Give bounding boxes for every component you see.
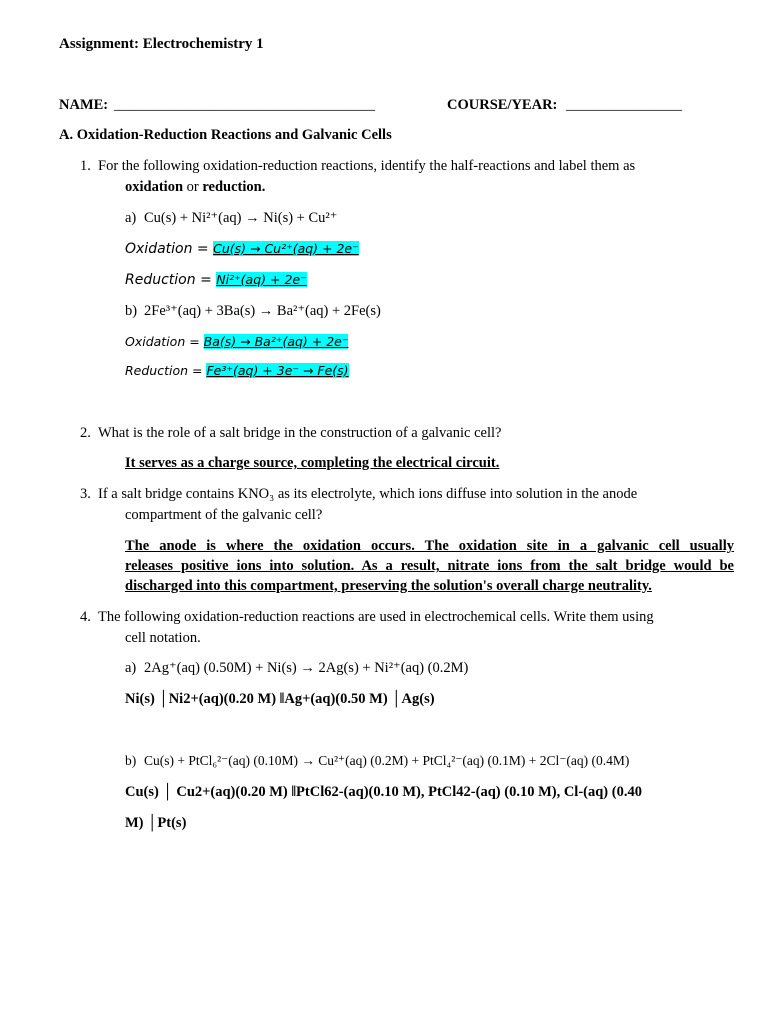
name-field-line[interactable]: ____________________________________ [114, 97, 375, 113]
q1b-reduction-row [125, 363, 349, 378]
q3-answer-line2: releases positive ions into solution. As a result, nitrate ions from the salt bridge would be [125, 558, 734, 574]
q4a-answer: Ni(s) │Ni2+(aq)(0.20 M) ‖Ag+(aq)(0.50 M) │Ag(s) [125, 691, 435, 707]
q1a-reduction-row [125, 272, 307, 288]
q1a-reduction-label: Reduction = [125, 272, 217, 288]
q4a-equation: 2Ag⁺(aq) (0.50M) + Ni(s) → 2Ag(s) + Ni²⁺(aq) (0.2M) [144, 660, 469, 676]
q3-number: 3. [80, 486, 91, 502]
q1b-oxidation-row [125, 334, 348, 349]
q1a-oxidation-answer: Cu(s) → Cu²⁺(aq) + 2e⁻ [213, 241, 359, 256]
q1-or-word: or [183, 179, 203, 195]
q3-text-line2: compartment of the galvanic cell? [125, 507, 323, 523]
q4b-equation: Cu(s) + PtCl₆²⁻(aq) (0.10M) → Cu²⁺(aq) (0.2M) + PtCl₄²⁻(aq) (0.1M) + 2Cl⁻(aq) (0.4M) [144, 753, 630, 768]
q4-text-line2: cell notation. [125, 630, 201, 646]
q1a-reduction-answer: Ni²⁺(aq) + 2e⁻ [216, 272, 307, 287]
q4-text-line1: The following oxidation-reduction reactions are used in electrochemical cells. Write them using [98, 609, 654, 625]
q3-answer-line1: The anode is where the oxidation occurs. The oxidation site in a galvanic cell usually [125, 538, 734, 554]
q4b-answer-line2: M) │Pt(s) [125, 815, 187, 831]
q1a-oxidation-row [125, 241, 359, 257]
q1-text-line2 [125, 179, 265, 196]
name-label: NAME: [59, 97, 109, 113]
q1a-label: a) [125, 210, 137, 226]
q1-oxidation-word: oxidation [125, 179, 184, 195]
q1-reduction-word: reduction. [202, 179, 266, 195]
q1-number: 1. [80, 158, 91, 174]
q1b-equation: 2Fe³⁺(aq) + 3Ba(s) → Ba²⁺(aq) + 2Fe(s) [144, 303, 381, 319]
q4-number: 4. [80, 609, 91, 625]
q1b-oxidation-label: Oxidation = [125, 334, 204, 349]
q1b-reduction-label: Reduction = [125, 363, 207, 378]
q2-answer: It serves as a charge source, completing the electrical circuit. [125, 455, 500, 471]
q1b-label: b) [125, 303, 138, 319]
q4b-label: b) [125, 753, 137, 768]
q4a-label: a) [125, 660, 137, 676]
q1b-oxidation-answer: Ba(s) → Ba²⁺(aq) + 2e⁻ [203, 334, 349, 349]
q3-answer-line3: discharged into this compartment, preserving the solution's overall charge neutrality. [125, 578, 652, 594]
q1a-oxidation-label: Oxidation = [125, 241, 214, 257]
section-a-title: A. Oxidation-Reduction Reactions and Galvanic Cells [59, 127, 392, 143]
course-year-label: COURSE/YEAR: [447, 97, 558, 113]
q2-number: 2. [80, 425, 91, 441]
q1-text-line1: For the following oxidation-reduction reactions, identify the half-reactions and label them as [98, 158, 636, 174]
q4b-answer-line1: Cu(s) │ Cu2+(aq)(0.20 M) ‖PtCl62-(aq)(0.10 M), PtCl42-(aq) (0.10 M), Cl-(aq) (0.40 [125, 784, 642, 800]
q3-text-line1: If a salt bridge contains KNO₃ as its electrolyte, which ions diffuse into solution in the anode [98, 486, 638, 502]
course-year-field-line[interactable]: ________________ [566, 97, 682, 113]
assignment-title: Assignment: Electrochemistry 1 [59, 36, 264, 52]
q1a-equation: Cu(s) + Ni²⁺(aq) → Ni(s) + Cu²⁺ [144, 210, 338, 226]
q2-text: What is the role of a salt bridge in the construction of a galvanic cell? [98, 425, 502, 441]
q1b-reduction-answer: Fe³⁺(aq) + 3e⁻ → Fe(s) [206, 363, 349, 378]
